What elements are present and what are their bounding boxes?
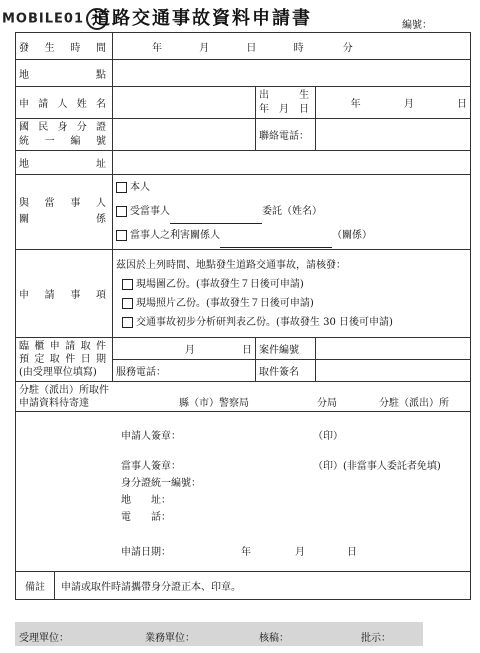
request-intro: 茲因於上列時間、地點發生道路交通事故，請核發： (116, 259, 346, 271)
pickup-date-field[interactable]: 月 日 (113, 338, 256, 360)
birth-date-field[interactable]: 年 月 日 (316, 87, 471, 119)
checkbox-entrusted[interactable] (116, 206, 127, 217)
business-unit-label: 業務單位： (145, 633, 195, 644)
applicant-signature[interactable]: 申請人簽章： （印） (121, 431, 343, 442)
checkbox-scene-diagram[interactable] (122, 279, 133, 290)
application-form (15, 32, 471, 600)
relation-label: 與當事人 關係 (16, 175, 113, 250)
checkbox-analysis-report[interactable] (122, 317, 133, 328)
relation-option-self[interactable]: 本人 (116, 176, 467, 200)
entrusted-name-blank[interactable] (170, 213, 262, 224)
row-remark (16, 572, 471, 600)
case-number-field[interactable] (316, 338, 471, 360)
row-incident-time (16, 33, 471, 60)
signatures-cell (16, 412, 471, 572)
pickup-sign-label: 取件簽名 (256, 360, 316, 382)
row-pickup-date (16, 338, 471, 360)
address-field[interactable] (113, 151, 471, 175)
request-items-label: 申請事項 (16, 250, 113, 338)
checkbox-scene-photos[interactable] (122, 298, 133, 309)
incident-place-label: 地點 (16, 60, 113, 87)
address-label: 地址 (16, 151, 113, 175)
party-address[interactable]: 地 址： (121, 495, 171, 506)
service-phone-label: 服務電話： (113, 360, 256, 382)
incident-time-label: 發生時間 (16, 33, 113, 60)
incident-time-field[interactable]: 年 月 日 時 分 (113, 33, 471, 60)
approve-label: 批示： (361, 633, 391, 644)
row-id-number (16, 119, 471, 151)
row-address (16, 151, 471, 175)
relation-blank[interactable] (220, 237, 332, 248)
case-number-label: 案件編號 (256, 338, 316, 360)
checkbox-self[interactable] (116, 182, 127, 193)
relation-option-entrusted[interactable]: 受當事人 委託（姓名） (116, 200, 467, 224)
contact-phone-label: 聯絡電話： (256, 119, 316, 151)
birth-date-label: 出生 年月日 (256, 87, 316, 119)
remark-text: 申請或取件時請攜帶身分證正本、印章。 (61, 582, 241, 593)
request-items (113, 250, 471, 338)
request-item-analysis-report[interactable]: 交通事故初步分析研判表乙份。(事故發生 30 日後可申請) (116, 313, 467, 332)
id-number-field[interactable] (113, 119, 256, 151)
contact-phone-field[interactable] (316, 119, 471, 151)
application-date[interactable]: 申請日期： 年 月 日 (121, 547, 357, 558)
row-station-pickup (16, 382, 471, 412)
incident-place-field[interactable] (113, 60, 471, 87)
row-incident-place (16, 60, 471, 87)
applicant-name-label: 申請人姓名 (16, 87, 113, 119)
remark-cell (16, 572, 471, 600)
pickup-sign-field[interactable] (316, 360, 471, 382)
party-id-number[interactable]: 身分證統一編號： (121, 478, 201, 489)
row-signatures (16, 412, 471, 572)
id-number-label: 國民身分證 統一編號 (16, 119, 113, 151)
check-label: 核稿： (259, 633, 289, 644)
row-applicant-name (16, 87, 471, 119)
remark-label: 備註 (16, 572, 55, 599)
accept-unit-label: 受理單位： (19, 633, 69, 644)
party-phone[interactable]: 電 話： (121, 512, 171, 523)
checkbox-interested-party[interactable] (116, 230, 127, 241)
station-pickup-cell: 分駐（派出）所取件 申請資料待寄達 縣（市）警察局 分局 分駐（派出）所 (16, 382, 471, 412)
relation-options (113, 175, 471, 250)
form-title: 道路交通事故資料申請書 (92, 8, 312, 29)
request-item-scene-photos[interactable]: 現場照片乙份。(事故發生７日後可申請) (116, 294, 467, 313)
request-item-scene-diagram[interactable]: 現場圖乙份。(事故發生７日後可申請) (116, 275, 467, 294)
counter-pickup-label: 臨櫃申請取件 預定取件日期 (由受理單位填寫) (16, 338, 113, 382)
relation-option-interested-party[interactable]: 當事人之利害關係人 （關係） (116, 224, 467, 248)
applicant-name-field[interactable] (113, 87, 256, 119)
party-signature[interactable]: 當事人簽章： （印）(非當事人委託者免填) (121, 461, 441, 472)
office-use-footer (15, 622, 423, 646)
row-request-items (16, 250, 471, 338)
serial-number-label: 編號： (402, 20, 432, 31)
row-relation (16, 175, 471, 250)
site-logo: MOBILE01 (2, 8, 108, 30)
